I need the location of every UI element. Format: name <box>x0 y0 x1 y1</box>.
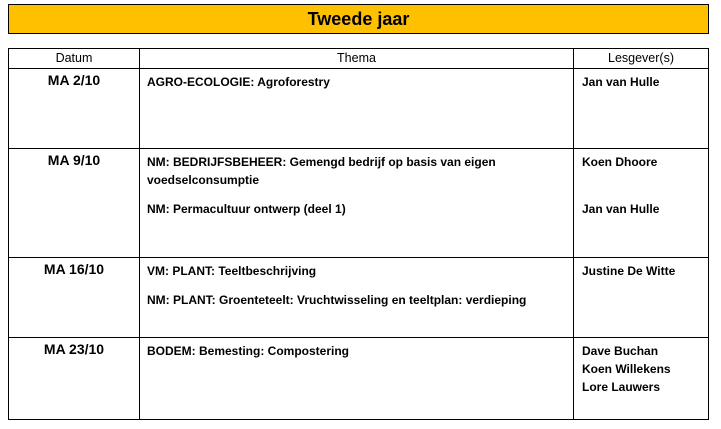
date-cell: MA 9/10 <box>9 149 140 258</box>
schedule-table <box>8 48 709 420</box>
table-row <box>9 149 709 258</box>
teacher-name: Lore Lauwers <box>582 380 661 394</box>
teacher-cell <box>574 258 709 338</box>
teacher-name: Jan van Hulle <box>582 75 660 89</box>
teacher-name: Dave Buchan <box>582 344 659 358</box>
table-row <box>9 258 709 338</box>
teacher-cell <box>574 69 709 149</box>
teacher-cell <box>574 149 709 258</box>
theme-text: NM: BEDRIJFSBEHEER: Gemengd bedrijf op basis van eigen voedselconsumptie <box>147 155 496 187</box>
column-header-thema: Thema <box>140 49 574 69</box>
theme-text: AGRO-ECOLOGIE: Agroforestry <box>147 75 330 89</box>
table-header-row <box>9 49 709 69</box>
column-header-lesgevers: Lesgever(s) <box>574 49 709 69</box>
theme-text: NM: PLANT: Groenteteelt: Vruchtwisseling en teeltplan: verdieping <box>147 293 527 307</box>
column-header-datum: Datum <box>9 49 140 69</box>
theme-cell <box>140 338 574 420</box>
theme-cell <box>140 149 574 258</box>
page-title: Tweede jaar <box>8 4 709 34</box>
date-cell: MA 23/10 <box>9 338 140 420</box>
date-cell: MA 2/10 <box>9 69 140 149</box>
theme-text: NM: Permacultuur ontwerp (deel 1) <box>147 202 346 216</box>
table-row <box>9 69 709 149</box>
date-cell: MA 16/10 <box>9 258 140 338</box>
teacher-name: Koen Dhoore <box>582 155 658 169</box>
theme-cell <box>140 69 574 149</box>
table-row <box>9 338 709 420</box>
teacher-name: Jan van Hulle <box>582 202 660 216</box>
theme-text: VM: PLANT: Teeltbeschrijving <box>147 264 317 278</box>
teacher-name: Koen Willekens <box>582 362 671 376</box>
theme-cell <box>140 258 574 338</box>
teacher-cell <box>574 338 709 420</box>
theme-text: BODEM: Bemesting: Compostering <box>147 344 350 358</box>
teacher-name: Justine De Witte <box>582 264 676 278</box>
